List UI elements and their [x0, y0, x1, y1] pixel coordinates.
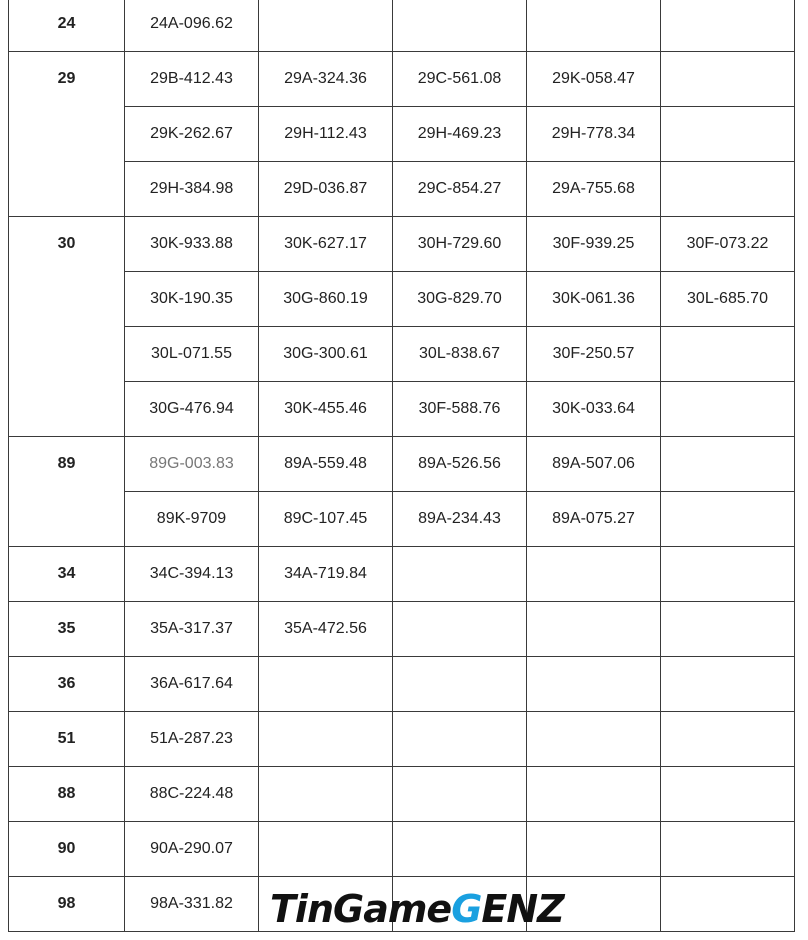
plate-cell: [393, 602, 527, 657]
plate-cell: 89A-075.27: [527, 492, 661, 547]
watermark-text-end: ENZ: [481, 887, 564, 931]
plate-cell: [393, 657, 527, 712]
plate-cell: 30F-588.76: [393, 382, 527, 437]
plate-cell: 29K-262.67: [125, 107, 259, 162]
province-code-cell: 30: [9, 217, 125, 437]
plate-cell: [393, 767, 527, 822]
plate-cell: 35A-317.37: [125, 602, 259, 657]
plate-cell: 98A-331.82: [125, 877, 259, 932]
plate-cell: [527, 657, 661, 712]
plate-cell: 36A-617.64: [125, 657, 259, 712]
plate-cell: [661, 492, 795, 547]
plate-cell: 89A-526.56: [393, 437, 527, 492]
table-row: [9, 217, 795, 272]
plate-cell: [259, 822, 393, 877]
plate-cell: 34C-394.13: [125, 547, 259, 602]
plate-cell: 51A-287.23: [125, 712, 259, 767]
province-code-cell: 98: [9, 877, 125, 932]
province-code-cell: 89: [9, 437, 125, 547]
province-code-cell: 36: [9, 657, 125, 712]
plate-cell: [661, 767, 795, 822]
plate-cell: [393, 822, 527, 877]
plate-cell: 35A-472.56: [259, 602, 393, 657]
plate-cell: [661, 822, 795, 877]
plate-cell: 89A-559.48: [259, 437, 393, 492]
plate-cell: 29D-036.87: [259, 162, 393, 217]
plate-cell: [259, 657, 393, 712]
plate-cell: 30L-685.70: [661, 272, 795, 327]
table-row: [9, 547, 795, 602]
plate-cell: 24A-096.62: [125, 0, 259, 52]
plate-cell: [393, 712, 527, 767]
plate-cell: 89C-107.45: [259, 492, 393, 547]
table-row: [9, 327, 795, 382]
plate-cell: [661, 877, 795, 932]
plate-cell: 89G-003.83: [125, 437, 259, 492]
plate-cell: 30G-476.94: [125, 382, 259, 437]
table-row: [9, 602, 795, 657]
plate-cell: 30G-300.61: [259, 327, 393, 382]
plate-cell: 30K-455.46: [259, 382, 393, 437]
plate-cell: [661, 547, 795, 602]
plate-cell: [393, 547, 527, 602]
plate-cell: [259, 0, 393, 52]
plate-cell: [661, 382, 795, 437]
province-code-cell: 29: [9, 52, 125, 217]
plate-cell: 30F-073.22: [661, 217, 795, 272]
table-row: [9, 52, 795, 107]
plate-cell: [661, 0, 795, 52]
table-row: [9, 657, 795, 712]
plate-cell: 29H-112.43: [259, 107, 393, 162]
plate-cell: 90A-290.07: [125, 822, 259, 877]
plate-cell: [661, 327, 795, 382]
table-row: [9, 767, 795, 822]
plate-cell: [393, 0, 527, 52]
plate-cell: [661, 602, 795, 657]
plate-cell: 30K-933.88: [125, 217, 259, 272]
plate-cell: [259, 712, 393, 767]
plate-cell: 30L-071.55: [125, 327, 259, 382]
plate-cell: 88C-224.48: [125, 767, 259, 822]
plate-cell: 30K-627.17: [259, 217, 393, 272]
watermark-accent-letter: G: [451, 887, 482, 931]
plate-cell: 30G-829.70: [393, 272, 527, 327]
plate-cell: 89A-507.06: [527, 437, 661, 492]
table-row: [9, 437, 795, 492]
plate-cell: [527, 767, 661, 822]
table-row: [9, 0, 795, 52]
province-code-cell: 88: [9, 767, 125, 822]
plate-cell: 30L-838.67: [393, 327, 527, 382]
plate-cell: 30G-860.19: [259, 272, 393, 327]
plate-cell: [661, 437, 795, 492]
plate-cell: 30F-250.57: [527, 327, 661, 382]
plate-cell: 29H-384.98: [125, 162, 259, 217]
plate-cell: [661, 657, 795, 712]
plate-cell: 29B-412.43: [125, 52, 259, 107]
plate-cell: [661, 107, 795, 162]
plate-cell: [661, 162, 795, 217]
table-row: [9, 272, 795, 327]
province-code-cell: 90: [9, 822, 125, 877]
plate-cell: 30F-939.25: [527, 217, 661, 272]
table-row: [9, 492, 795, 547]
plate-cell: 34A-719.84: [259, 547, 393, 602]
plate-cell: [527, 822, 661, 877]
license-plate-table: [8, 0, 795, 932]
table-row: [9, 382, 795, 437]
table-row: [9, 162, 795, 217]
plate-cell: 29A-324.36: [259, 52, 393, 107]
plate-cell: [527, 602, 661, 657]
province-code-cell: 34: [9, 547, 125, 602]
plate-cell: 30K-190.35: [125, 272, 259, 327]
plate-cell: [259, 767, 393, 822]
province-code-cell: 51: [9, 712, 125, 767]
plate-cell: 30H-729.60: [393, 217, 527, 272]
plate-cell: 89K-9709: [125, 492, 259, 547]
province-code-cell: 35: [9, 602, 125, 657]
table-row: [9, 712, 795, 767]
plate-cell: [527, 0, 661, 52]
watermark-logo: [270, 887, 564, 931]
province-code-cell: 24: [9, 0, 125, 52]
plate-cell: 29C-561.08: [393, 52, 527, 107]
plate-cell: [527, 547, 661, 602]
plate-cell: [527, 712, 661, 767]
plate-cell: 30K-033.64: [527, 382, 661, 437]
plate-cell: 29H-469.23: [393, 107, 527, 162]
plate-cell: 30K-061.36: [527, 272, 661, 327]
plate-cell: 29A-755.68: [527, 162, 661, 217]
table-row: [9, 822, 795, 877]
plate-cell: 29H-778.34: [527, 107, 661, 162]
watermark-text: TinGame: [270, 887, 452, 931]
table-row: [9, 107, 795, 162]
plate-cell: [661, 712, 795, 767]
plate-cell: 89A-234.43: [393, 492, 527, 547]
plate-cell: 29C-854.27: [393, 162, 527, 217]
plate-cell: [661, 52, 795, 107]
plate-cell: 29K-058.47: [527, 52, 661, 107]
